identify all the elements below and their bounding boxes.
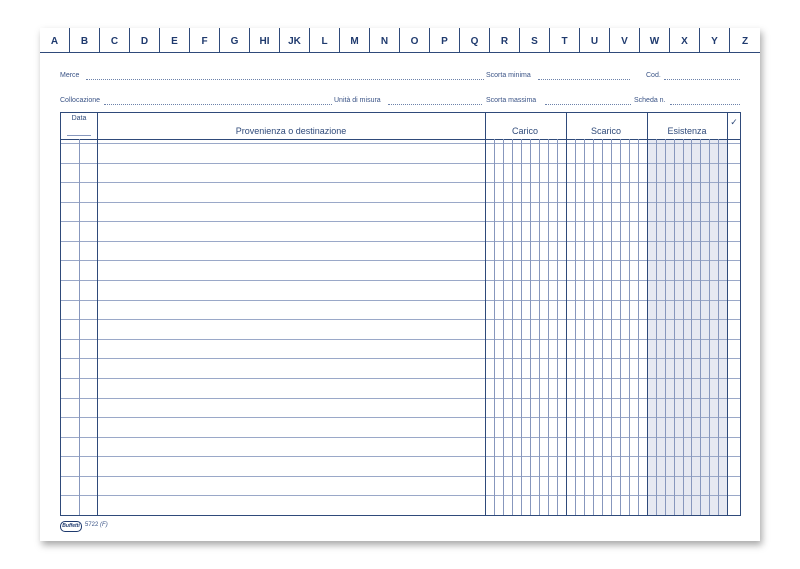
index-tab-w[interactable]: W [640, 28, 670, 52]
scheda-field[interactable] [670, 104, 740, 105]
digit-column-line [611, 139, 612, 515]
index-tab-m[interactable]: M [340, 28, 370, 52]
index-tab-hi[interactable]: HI [250, 28, 280, 52]
carico-header: Carico [511, 126, 538, 136]
index-tab-c[interactable]: C [100, 28, 130, 52]
digit-column-line [521, 139, 522, 515]
date-header-rule [67, 135, 91, 136]
index-tab-a[interactable]: A [40, 28, 70, 52]
alphabet-index-tabs [40, 28, 760, 53]
cod-field[interactable] [664, 79, 740, 80]
digit-column-line [539, 139, 540, 515]
digit-column-line [638, 139, 639, 515]
esistenza-header: Esistenza [667, 126, 707, 136]
index-tab-p[interactable]: P [430, 28, 460, 52]
date-header: Data [71, 115, 87, 122]
check-header-icon: ✓ [730, 117, 738, 127]
collocazione-label: Collocazione [60, 97, 101, 104]
digit-column-line [656, 139, 657, 515]
form-code-suffix: (F) [100, 522, 108, 528]
digit-column-line [665, 139, 666, 515]
digit-column-line [593, 139, 594, 515]
index-tab-s[interactable]: S [520, 28, 550, 52]
digit-column-line [584, 139, 585, 515]
scorta-minima-label: Scorta minima [486, 72, 531, 79]
column-divider [97, 113, 98, 515]
digit-column-line [691, 139, 692, 515]
buffetti-logo: Buffetti [60, 521, 82, 532]
esistenza-shading [647, 139, 727, 515]
index-tab-b[interactable]: B [70, 28, 100, 52]
digit-column-line [494, 139, 495, 515]
index-tab-z[interactable]: Z [741, 36, 749, 47]
scorta-minima-field[interactable] [538, 79, 630, 80]
merce-field[interactable] [86, 79, 484, 80]
index-tab-n[interactable]: N [370, 28, 400, 52]
digit-column-line [674, 139, 675, 515]
index-tab-jk[interactable]: JK [280, 28, 310, 52]
merce-label: Merce [60, 72, 80, 79]
date-subdivider [79, 139, 80, 515]
column-divider [727, 113, 728, 515]
ledger-table [60, 112, 741, 516]
index-tab-u[interactable]: U [580, 28, 610, 52]
digit-column-line [557, 139, 558, 515]
index-tab-g[interactable]: G [220, 28, 250, 52]
scarico-header: Scarico [590, 126, 621, 136]
index-tab-l[interactable]: L [310, 28, 340, 52]
digit-column-line [512, 139, 513, 515]
scorta-massima-field[interactable] [545, 104, 631, 105]
form-code [85, 522, 108, 528]
index-tab-q[interactable]: Q [460, 28, 490, 52]
digit-column-line [718, 139, 719, 515]
index-tab-v[interactable]: V [610, 28, 640, 52]
digit-column-line [602, 139, 603, 515]
unita-misura-label: Unità di misura [334, 97, 381, 104]
index-tab-t[interactable]: T [550, 28, 580, 52]
digit-column-line [620, 139, 621, 515]
digit-column-line [548, 139, 549, 515]
index-tab-o[interactable]: O [400, 28, 430, 52]
collocazione-field[interactable] [104, 104, 332, 105]
origin-header: Provenienza o destinazione [235, 126, 347, 136]
index-tab-d[interactable]: D [130, 28, 160, 52]
column-divider [647, 113, 648, 515]
index-tab-e[interactable]: E [160, 28, 190, 52]
index-tab-y[interactable]: Y [700, 28, 730, 52]
digit-column-line [709, 139, 710, 515]
column-divider [566, 113, 567, 515]
index-tab-f[interactable]: F [190, 28, 220, 52]
scheda-label: Scheda n. [634, 97, 666, 104]
digit-column-line [530, 139, 531, 515]
inventory-card [40, 28, 760, 541]
index-tab-r[interactable]: R [490, 28, 520, 52]
digit-column-line [503, 139, 504, 515]
column-divider [485, 113, 486, 515]
index-tab-x[interactable]: X [670, 28, 700, 52]
unita-misura-field[interactable] [388, 104, 482, 105]
scorta-massima-label: Scorta massima [486, 97, 537, 104]
cod-label: Cod. [646, 72, 661, 79]
digit-column-line [575, 139, 576, 515]
form-code-number: 5722 [85, 522, 99, 528]
digit-column-line [629, 139, 630, 515]
digit-column-line [700, 139, 701, 515]
digit-column-line [683, 139, 684, 515]
